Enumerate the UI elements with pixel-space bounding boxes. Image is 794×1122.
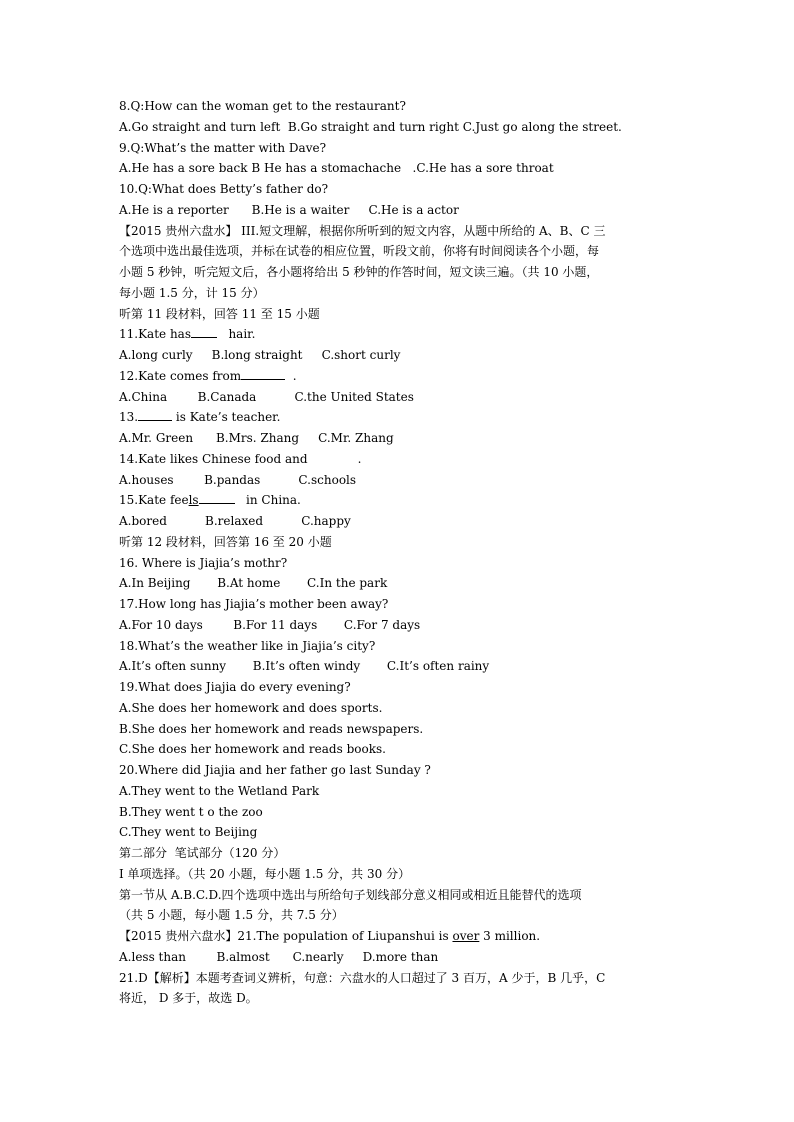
question-13: 13. is Kate’s teacher.	[119, 407, 739, 428]
passage-12-heading: 听第 12 段材料，回答第 16 至 20 小题	[119, 534, 332, 549]
question-18-options: A.It’s often sunny B.It’s often windy C.It’s often rainy	[119, 659, 490, 674]
question-8-options: A.Go straight and turn left B.Go straight and turn right C.Just go along the street.	[119, 119, 622, 134]
question-14: 14.Kate likes Chinese food and .	[119, 451, 362, 466]
question-14-options: A.houses B.pandas C.schools	[119, 472, 357, 487]
question-17: 17.How long has Jiajia’s mother been away?	[119, 597, 389, 611]
document-page	[119, 96, 739, 1009]
question-16: 16. Where is Jiajia’s mothr?	[119, 555, 288, 570]
section-instructions-line-2: 个选项中选出最佳选项，并标在试卷的相应位置，听段文前，你将有时间阅读各个小题，每	[119, 244, 600, 259]
section-one-instructions: 第一节从 A.B.C.D.四个选项中选出与所给句子划线部分意义相同或相近且能替代的选项	[119, 887, 582, 902]
section-one-scoring: （共 5 小题，每小题 1.5 分，共 7.5 分）	[119, 908, 344, 923]
passage-11-heading: 听第 11 段材料，回答 11 至 15 小题	[119, 306, 320, 321]
question-21: 【2015 贵州六盘水】21.The population of Liupanshui is over 3 million.	[119, 929, 541, 943]
question-21-explanation-line-2: 将近， D 多于，故选 D。	[119, 991, 258, 1006]
question-11: 11.Kate has hair.	[119, 324, 739, 345]
question-19: 19.What does Jiajia do every evening?	[119, 680, 351, 694]
part-two-heading: 第二部分 笔试部分（120 分）	[119, 846, 286, 860]
answer-blank	[241, 366, 285, 380]
answer-blank	[191, 324, 217, 338]
question-12: 12.Kate comes from .	[119, 366, 739, 387]
question-16-options: A.In Beijing B.At home C.In the park	[119, 576, 388, 591]
question-17-options: A.For 10 days B.For 11 days C.For 7 days	[119, 617, 421, 632]
question-20-option-a: A.They went to the Wetland Park	[119, 783, 320, 798]
question-10-options: A.He is a reporter B.He is a waiter C.He is a actor	[119, 202, 459, 217]
question-19-option-c: C.She does her homework and reads books.	[119, 742, 386, 757]
question-13-options: A.Mr. Green B.Mrs. Zhang C.Mr. Zhang	[119, 431, 394, 445]
question-20: 20.Where did Jiajia and her father go last Sunday ?	[119, 763, 431, 777]
question-19-option-b: B.She does her homework and reads newspapers.	[119, 721, 424, 736]
section-instructions-line-4: 每小题 1.5 分，计 15 分）	[119, 285, 265, 300]
answer-blank	[138, 407, 172, 421]
question-15-options: A.bored B.relaxed C.happy	[119, 514, 351, 528]
question-21-options: A.less than B.almost C.nearly D.more than	[119, 949, 439, 964]
question-11-options: A.long curly B.long straight C.short curly	[119, 348, 401, 362]
question-18: 18.What’s the weather like in Jiajia’s city?	[119, 638, 376, 653]
single-choice-heading: I 单项选择。（共 20 小题，每小题 1.5 分，共 30 分）	[119, 866, 411, 881]
question-9-options: A.He has a sore back B He has a stomachache .C.He has a sore throat	[119, 161, 554, 176]
question-10: 10.Q:What does Betty’s father do?	[119, 182, 329, 196]
question-20-option-c: C.They went to Beijing	[119, 825, 258, 840]
question-19-option-a: A.She does her homework and does sports.	[119, 700, 383, 715]
question-15: 15.Kate feels in China.	[119, 490, 739, 511]
section-instructions-line-3: 小题 5 秒钟，听完短文后，各小题将给出 5 秒钟的作答时间，短文读三遍。（共 10 小题，	[119, 265, 599, 279]
question-20-option-b: B.They went t o the zoo	[119, 804, 263, 819]
question-21-explanation-line-1: 21.D【解析】本题考查词义辨析，句意：六盘水的人口超过了 3 百万，A 少于，B 几乎，C	[119, 970, 606, 985]
answer-blank	[199, 490, 235, 504]
question-9: 9.Q:What’s the matter with Dave?	[119, 140, 327, 155]
question-8: 8.Q:How can the woman get to the restaurant?	[119, 99, 406, 113]
section-instructions-line-1: 【2015 贵州六盘水】 III.短文理解，根据你所听到的短文内容，从题中所给的 A、B、C 三	[119, 223, 606, 238]
question-12-options: A.China B.Canada C.the United States	[119, 389, 414, 404]
